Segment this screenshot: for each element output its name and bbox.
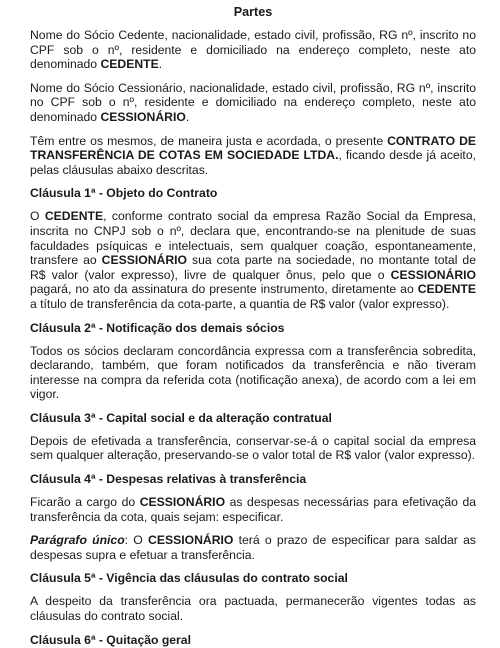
clause-1-text-d: pagará, no ato da assinatura do presente instrumento, diretamente ao bbox=[30, 282, 418, 297]
clause-1-text-b: , conforme contrato social da empresa Razão Social da Empresa, inscrita no CNPJ sob o nº, declara que, encontrando-se na plenitude de suas faculdades psíquicas e intelectuais, sem qualquer coação, espontaneamente, transfere ao bbox=[30, 209, 476, 268]
clause-4-heading: Cláusula 4ª - Despesas relativas à transferência bbox=[30, 472, 307, 487]
sole-paragraph-text-a: : O bbox=[124, 533, 149, 548]
clause-1-text-a: O bbox=[30, 209, 45, 224]
clause-2-heading: Cláusula 2ª - Notificação dos demais sócios bbox=[30, 320, 285, 335]
clause-1-cessionario: CESSIONÁRIO bbox=[101, 253, 187, 268]
cedente-end: . bbox=[158, 57, 163, 72]
clause-4-text-b: as despesas necessárias para efetivação da transferência da cota, quais sejam: especificar. bbox=[30, 495, 476, 524]
intro-paragraph bbox=[30, 134, 476, 178]
clause-3-heading: Cláusula 3ª - Capital social e da alteração contratual bbox=[30, 410, 332, 425]
clause-1-paragraph bbox=[30, 209, 476, 311]
cessionario-paragraph bbox=[30, 81, 476, 125]
clause-2-paragraph: Todos os sócios declaram concordância expressa com a transferência sobredita, declarando, também, que foram notificados da transferência e não tiveram interesse na compra da referida cota (notificação anexa), de acordo com a lei em vigor. bbox=[30, 343, 476, 402]
clause-1-text-e: a título de transferência da cota-parte, a quantia de R$ valor (valor expresso). bbox=[30, 296, 450, 311]
sole-paragraph-cessionario: CESSIONÁRIO bbox=[148, 533, 234, 548]
clause-1-cedente: CEDENTE bbox=[44, 209, 104, 224]
intro-end: , ficando desde já aceito, pelas cláusulas abaixo descritas. bbox=[30, 148, 476, 177]
cedente-paragraph bbox=[30, 28, 476, 72]
section-title: Partes bbox=[233, 5, 273, 19]
clause-1-text-c: sua cota parte na sociedade, no montante total de R$ valor (valor expresso), livre de qualquer ônus, pelo que o bbox=[30, 253, 476, 282]
clause-5-heading: Cláusula 5ª - Vigência das cláusulas do contrato social bbox=[30, 571, 348, 586]
clause-6-heading: Cláusula 6ª - Quitação geral bbox=[30, 632, 191, 647]
cessionario-term: CESSIONÁRIO bbox=[100, 109, 186, 124]
cessionario-text: Nome do Sócio Cessionário, nacionalidade, estado civil, profissão, RG nº, inscrito no CPF sob o nº, residente e domiciliado na endereço completo, neste ato denominado bbox=[30, 80, 476, 124]
clause-1-heading: Cláusula 1ª - Objeto do Contrato bbox=[30, 186, 218, 201]
clause-3-paragraph: Depois de efetivada a transferência, conservar-se-á o capital social da empresa sem qualquer alteração, preservando-se o valor total de R$ valor (valor expresso). bbox=[30, 433, 476, 463]
sole-paragraph-text-b: terá o prazo de especificar para saldar as despesas supra e efetuar a transferência. bbox=[30, 533, 476, 562]
contract-name: CONTRATO DE TRANSFERÊNCIA DE COTAS EM SOCIEDADE LTDA. bbox=[30, 133, 476, 163]
clause-4-sole-paragraph bbox=[30, 533, 476, 562]
clause-4-text-a: Ficarão a cargo do bbox=[30, 495, 140, 510]
intro-text: Têm entre os mesmos, de maneira justa e acordada, o presente bbox=[30, 133, 388, 148]
clause-1-cedente-2: CEDENTE bbox=[417, 282, 476, 297]
clause-4-cessionario: CESSIONÁRIO bbox=[139, 495, 226, 510]
sole-paragraph-label: Parágrafo único bbox=[30, 533, 125, 548]
clause-4-paragraph bbox=[30, 495, 476, 524]
cedente-term: CEDENTE bbox=[100, 57, 159, 72]
clause-1-cessionario-2: CESSIONÁRIO bbox=[390, 267, 476, 282]
cessionario-end: . bbox=[185, 109, 190, 124]
cedente-text: Nome do Sócio Cedente, nacionalidade, estado civil, profissão, RG nº, inscrito no CPF sob o nº, residente e domiciliado na endereço completo, neste ato denominado bbox=[30, 28, 476, 72]
clause-5-paragraph: A despeito da transferência ora pactuada, permanecerão vigentes todas as cláusulas do contrato social. bbox=[30, 594, 476, 624]
